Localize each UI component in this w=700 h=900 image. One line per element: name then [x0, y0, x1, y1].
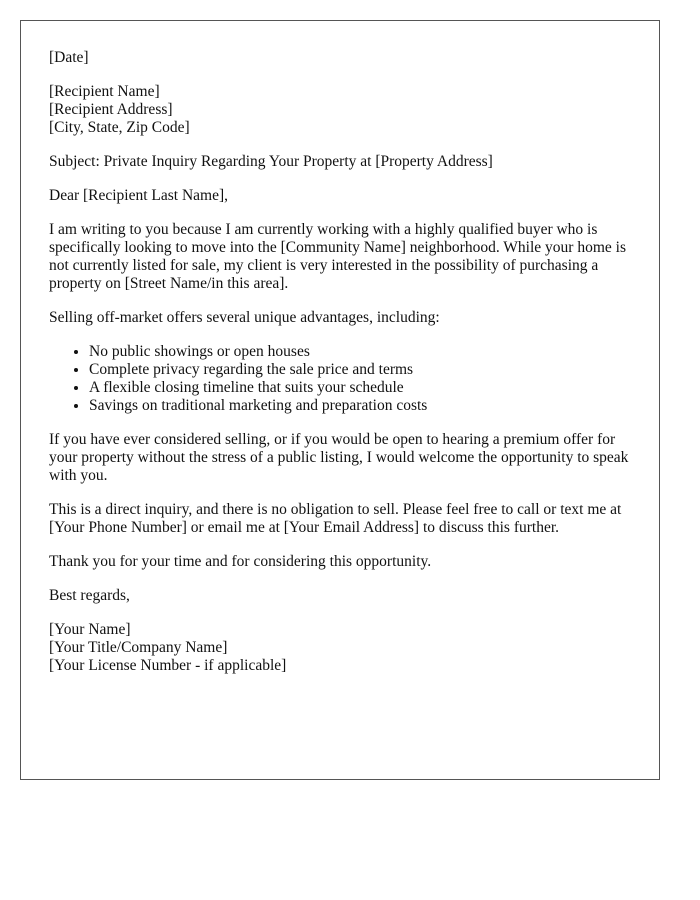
- letter-subject: Subject: Private Inquiry Regarding Your Property at [Property Address]: [49, 153, 493, 170]
- advantage-item: • Complete privacy regarding the sale price and terms: [89, 361, 639, 379]
- advantage-item: • A flexible closing timeline that suits your schedule: [89, 379, 639, 397]
- recipient-block: [49, 83, 639, 137]
- intro-paragraph: I am writing to you because I am currently working with a highly qualified buyer who is specifically looking to move into the [Community Name] neighborhood. While your home is not currently listed for sale, my client is very interested in the possibility of purchasing a property on [Street Name/in this area].: [49, 221, 626, 292]
- signature-license: [Your License Number - if applicable]: [49, 657, 287, 674]
- advantage-item: • Savings on traditional marketing and preparation costs: [89, 397, 639, 415]
- contact-paragraph: This is a direct inquiry, and there is no obligation to sell. Please feel free to call or text me at [Your Phone Number] or email me at [Your Email Address] to discuss this further.: [49, 501, 622, 536]
- advantages-list: [49, 343, 639, 415]
- letter-content: [49, 49, 639, 691]
- advantage-item: • No public showings or open houses: [89, 343, 639, 361]
- signature-name: [Your Name]: [49, 621, 131, 638]
- offer-paragraph: If you have ever considered selling, or if you would be open to hearing a premium offer for your property without the stress of a public listing, I would welcome the opportunity to speak with you.: [49, 431, 629, 484]
- letter-page: [20, 20, 660, 780]
- recipient-city-state-zip: [City, State, Zip Code]: [49, 119, 190, 136]
- recipient-name: [Recipient Name]: [49, 83, 160, 100]
- letter-salutation: Dear [Recipient Last Name],: [49, 187, 229, 204]
- recipient-address: [Recipient Address]: [49, 101, 173, 118]
- letter-date: [Date]: [49, 49, 89, 66]
- advantages-intro: Selling off-market offers several unique advantages, including:: [49, 309, 440, 326]
- signature-title-company: [Your Title/Company Name]: [49, 639, 228, 656]
- thanks-paragraph: Thank you for your time and for considering this opportunity.: [49, 553, 432, 570]
- signature-block: [49, 621, 639, 675]
- closing-line: Best regards,: [49, 587, 130, 604]
